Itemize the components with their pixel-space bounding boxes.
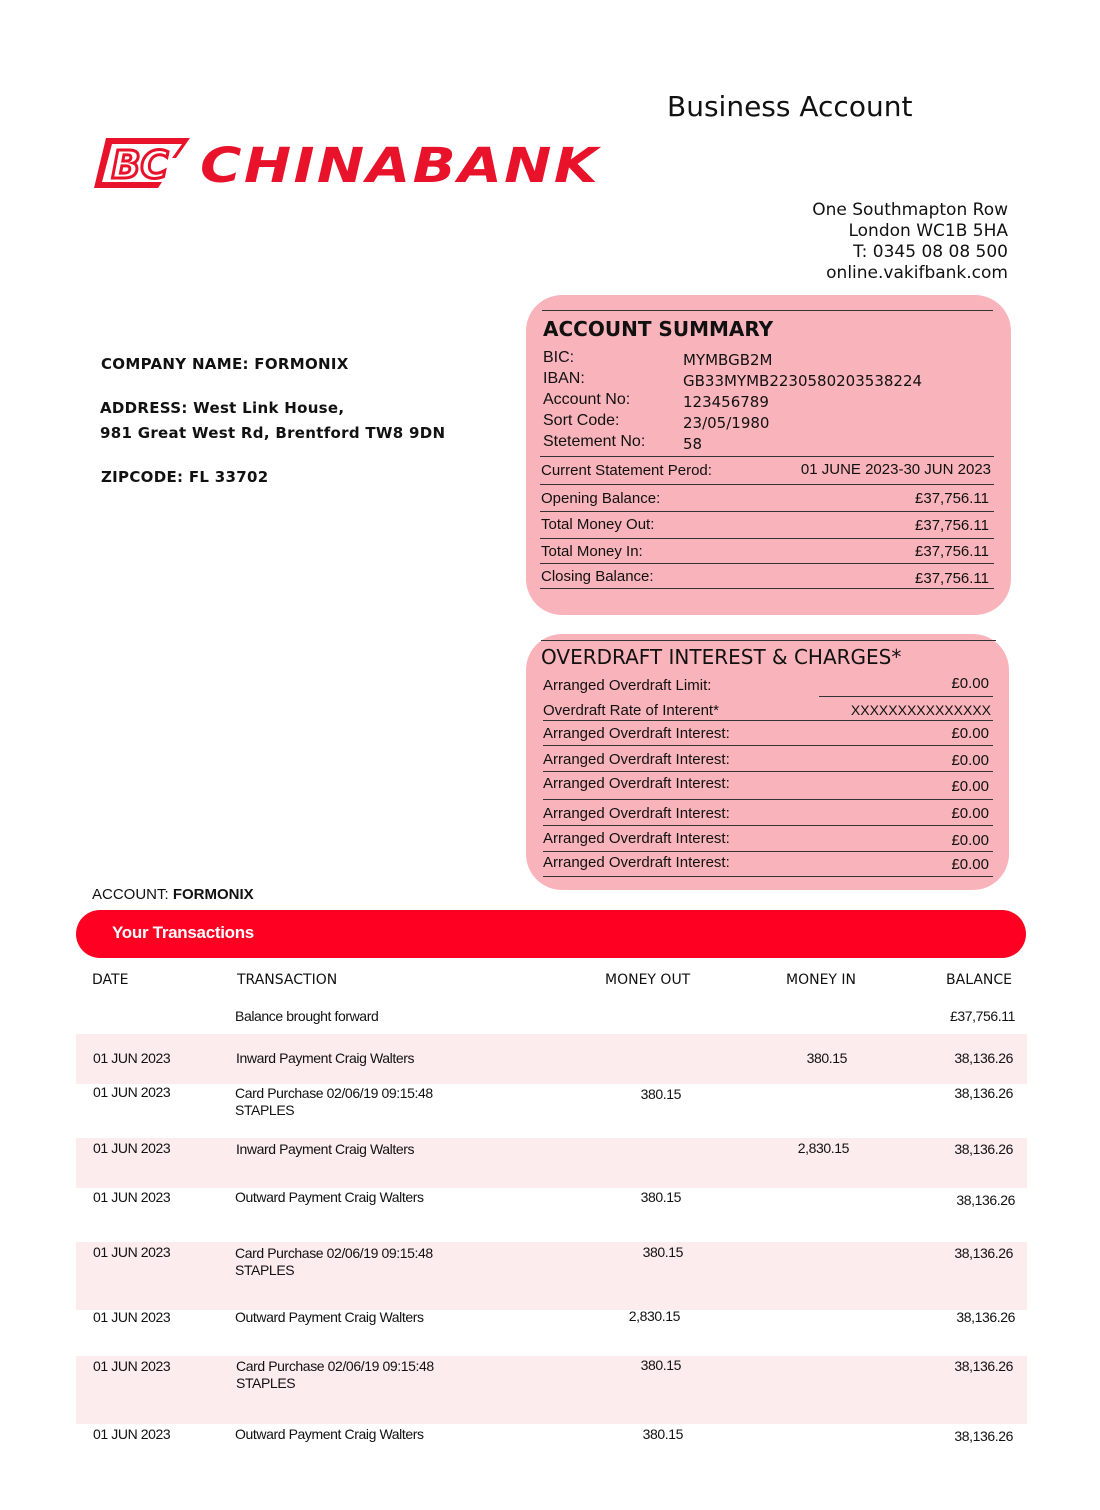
overdraft-title: OVERDRAFT INTEREST & CHARGES* (541, 645, 902, 669)
opening-balance-label: Opening Balance: (541, 490, 661, 507)
tx-description: Inward Payment Craig Walters (236, 1050, 415, 1066)
brought-forward-label: Balance brought forward (235, 1008, 379, 1024)
tx-description-line2: STAPLES (235, 1102, 295, 1118)
divider (543, 876, 993, 877)
tx-balance: 38,136.26 (954, 1141, 1013, 1157)
divider (540, 588, 994, 589)
divider (543, 771, 993, 772)
account-line (92, 886, 254, 903)
overdraft-interest-value: £0.00 (951, 805, 989, 822)
divider (543, 825, 993, 826)
statement-no-value: 58 (683, 435, 703, 453)
column-header-date: DATE (92, 972, 129, 988)
tx-description: Outward Payment Craig Walters (235, 1309, 424, 1325)
row-band (76, 1034, 1027, 1084)
document-title: Business Account (667, 90, 913, 123)
tx-money-in: 380.15 (806, 1050, 847, 1066)
tx-balance: 38,136.26 (954, 1085, 1013, 1101)
transactions-title: Your Transactions (112, 923, 254, 942)
address-line: London WC1B 5HA (848, 221, 1008, 241)
divider (542, 310, 993, 311)
tx-balance: 38,136.26 (954, 1050, 1013, 1066)
sort-code-label: Sort Code: (543, 412, 620, 429)
tx-description-line2: STAPLES (235, 1262, 295, 1278)
statement-period-label: Current Statement Perod: (541, 462, 712, 479)
overdraft-limit-value: £0.00 (951, 675, 989, 692)
total-money-in-label: Total Money In: (541, 543, 643, 560)
divider (540, 511, 994, 512)
overdraft-interest-label: Arranged Overdraft Interest: (543, 775, 730, 792)
company-address-line1: ADDRESS: West Link House, (100, 399, 345, 417)
tx-date: 01 JUN 2023 (93, 1050, 171, 1066)
bank-phone: T: 0345 08 08 500 (853, 242, 1008, 262)
tx-money-out: 380.15 (640, 1357, 681, 1373)
sort-code-value: 23/05/1980 (683, 414, 770, 432)
chinabank-logo (92, 136, 612, 190)
account-summary-card (526, 295, 1011, 615)
iban-label: IBAN: (543, 370, 585, 387)
tx-date: 01 JUN 2023 (93, 1244, 171, 1260)
tx-money-out: 380.15 (640, 1189, 681, 1205)
address-line: One Southmapton Row (812, 200, 1008, 220)
overdraft-interest-label: Arranged Overdraft Interest: (543, 805, 730, 822)
tx-date: 01 JUN 2023 (93, 1309, 171, 1325)
bank-website-link[interactable]: online.vakifbank.com (826, 263, 1008, 283)
overdraft-rate-value: XXXXXXXXXXXXXXX (850, 702, 991, 718)
tx-balance: 38,136.26 (954, 1358, 1013, 1374)
overdraft-interest-value: £0.00 (951, 778, 989, 795)
company-zipcode: ZIPCODE: FL 33702 (101, 468, 269, 486)
overdraft-interest-value: £0.00 (951, 832, 989, 849)
divider (819, 696, 993, 697)
overdraft-interest-label: Arranged Overdraft Interest: (543, 830, 730, 847)
column-header-balance: BALANCE (946, 972, 1012, 988)
tx-description-line2: STAPLES (236, 1375, 296, 1391)
bic-label: BIC: (543, 349, 575, 366)
divider (540, 563, 994, 564)
overdraft-card (526, 634, 1009, 890)
tx-money-out: 2,830.15 (628, 1308, 680, 1324)
tx-money-out: 380.15 (642, 1244, 683, 1260)
divider (543, 745, 993, 746)
tx-description: Inward Payment Craig Walters (236, 1141, 415, 1157)
tx-money-out: 380.15 (642, 1426, 683, 1442)
overdraft-interest-value: £0.00 (951, 856, 989, 873)
tx-money-in: 2,830.15 (797, 1140, 849, 1156)
bc-logo-mark (94, 138, 190, 188)
tx-date: 01 JUN 2023 (93, 1426, 171, 1442)
account-no-value: 123456789 (683, 393, 769, 411)
divider (541, 640, 996, 641)
account-name: FORMONIX (172, 886, 254, 903)
tx-balance: 38,136.26 (954, 1428, 1013, 1444)
tx-description: Card Purchase 02/06/19 09:15:48 (236, 1358, 434, 1374)
iban-value: GB33MYMB2230580203538224 (683, 372, 923, 390)
statement-period-value: 01 JUNE 2023-30 JUN 2023 (800, 461, 991, 478)
overdraft-interest-label: Arranged Overdraft Interest: (543, 751, 730, 768)
tx-balance: 38,136.26 (956, 1309, 1015, 1325)
row-band (76, 1242, 1027, 1310)
tx-description: Outward Payment Craig Walters (235, 1189, 424, 1205)
logo-wordmark: CHINABANK (200, 138, 603, 190)
overdraft-interest-value: £0.00 (951, 725, 989, 742)
tx-money-out: 380.15 (640, 1086, 681, 1102)
divider (543, 799, 993, 800)
account-no-label: Account No: (543, 391, 631, 408)
tx-description: Card Purchase 02/06/19 09:15:48 (235, 1245, 433, 1261)
divider (543, 720, 993, 721)
bic-value: MYMBGB2M (683, 351, 773, 369)
overdraft-interest-label: Arranged Overdraft Interest: (543, 725, 730, 742)
transactions-header-bar (76, 910, 1026, 958)
overdraft-limit-label: Arranged Overdraft Limit: (543, 677, 712, 694)
column-header-money-in: MONEY IN (786, 972, 857, 988)
statement-no-label: Stetement No: (543, 433, 646, 450)
divider (540, 484, 994, 485)
company-address-line2: 981 Great West Rd, Brentford TW8 9DN (100, 424, 446, 442)
column-header-money-out: MONEY OUT (605, 972, 691, 988)
closing-balance-value: £37,756.11 (915, 570, 989, 587)
closing-balance-label: Closing Balance: (541, 568, 654, 585)
total-money-out-label: Total Money Out: (541, 516, 655, 533)
summary-title: ACCOUNT SUMMARY (543, 317, 774, 341)
tx-date: 01 JUN 2023 (93, 1189, 171, 1205)
opening-balance-value: £37,756.11 (915, 490, 989, 507)
tx-date: 01 JUN 2023 (93, 1084, 171, 1100)
row-band (76, 1138, 1027, 1188)
row-band (76, 1356, 1027, 1424)
tx-date: 01 JUN 2023 (93, 1140, 171, 1156)
brought-forward-balance: £37,756.11 (949, 1008, 1015, 1024)
total-money-in-value: £37,756.11 (915, 543, 989, 560)
tx-description: Outward Payment Craig Walters (235, 1426, 424, 1442)
divider (540, 456, 994, 457)
bank-address (812, 200, 1008, 284)
overdraft-interest-value: £0.00 (951, 752, 989, 769)
overdraft-rate-label: Overdraft Rate of Interent* (543, 702, 719, 719)
column-header-transaction: TRANSACTION (237, 972, 338, 988)
overdraft-interest-label: Arranged Overdraft Interest: (543, 854, 730, 871)
tx-balance: 38,136.26 (954, 1245, 1013, 1261)
total-money-out-value: £37,756.11 (915, 517, 989, 534)
company-name: COMPANY NAME: FORMONIX (101, 355, 349, 373)
tx-balance: 38,136.26 (956, 1192, 1015, 1208)
divider (543, 851, 993, 852)
svg-text:BC: BC (111, 143, 169, 187)
divider (540, 538, 994, 539)
tx-description: Card Purchase 02/06/19 09:15:48 (235, 1085, 433, 1101)
account-label: ACCOUNT: (92, 886, 169, 903)
tx-date: 01 JUN 2023 (93, 1358, 171, 1374)
